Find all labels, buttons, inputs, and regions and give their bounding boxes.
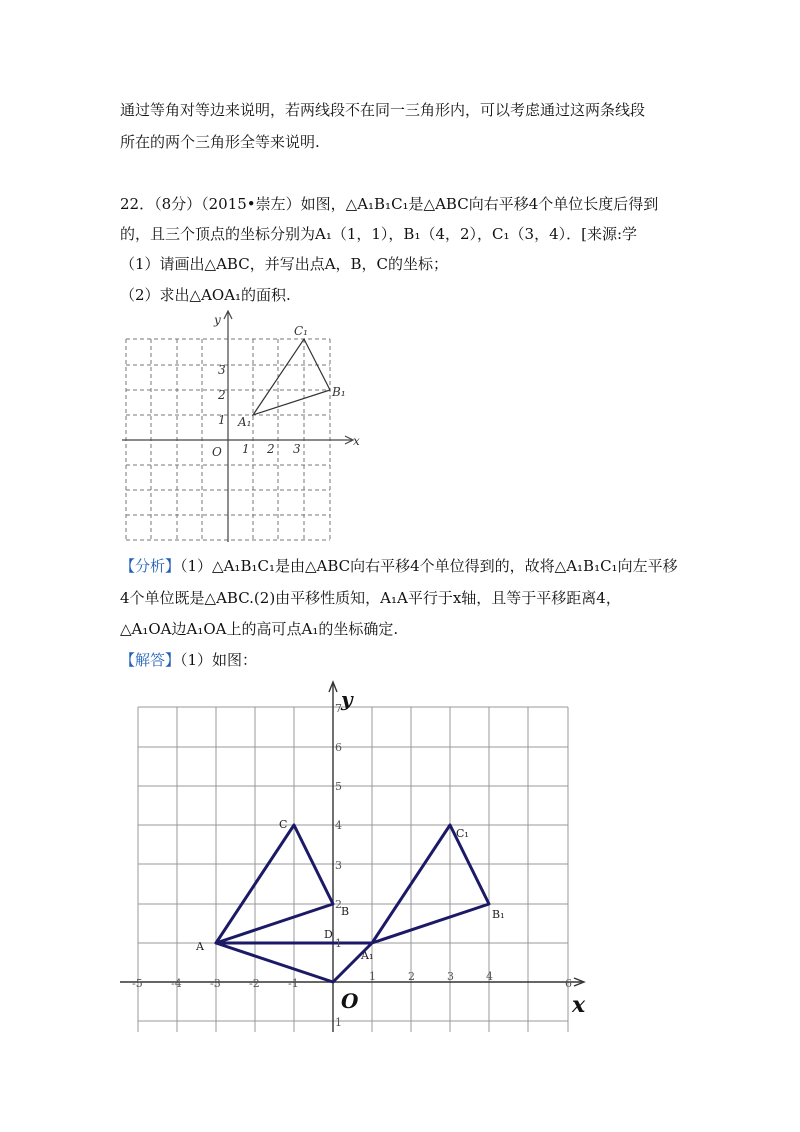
intro-line-2: 所在的两个三角形全等来说明. [120, 133, 320, 151]
question-2: （2）求出△AOA₁的面积. [120, 286, 291, 304]
answer-text: （1）如图： [180, 651, 258, 669]
big-x-label: x [572, 992, 586, 1018]
label-a1: A₁ [361, 949, 374, 962]
analysis-line-2: 4个单位既是△ABC.(2)由平移性质知，A₁A平行于x轴，且等于平移距离4， [120, 589, 621, 607]
small-y-tick: 1 [218, 413, 226, 427]
intro-line-1: 通过等角对等边来说明，若两线段不在同一三角形内，可以考虑通过这两条线段 [120, 101, 646, 119]
big-x-tick: -5 [132, 977, 143, 990]
small-y-label: y [214, 313, 221, 327]
big-y-label: y [341, 687, 353, 711]
small-coordinate-graph [118, 310, 368, 545]
big-x-tick: 1 [369, 970, 376, 983]
small-y-tick: 2 [218, 388, 226, 402]
label-c1: C₁ [456, 827, 469, 840]
problem-line-1: 22．（8分）（2015•崇左）如图，△A₁B₁C₁是△ABC向右平移4个单位长度后得到 [120, 195, 659, 213]
small-x-tick: 3 [293, 442, 301, 456]
big-y-tick: 5 [335, 780, 342, 793]
big-x-tick: 3 [447, 970, 454, 983]
big-y-tick: 7 [335, 702, 342, 715]
label-b: B [341, 905, 350, 918]
small-label-b1: B₁ [332, 385, 346, 399]
big-x-tick: 2 [408, 970, 415, 983]
label-c: C [279, 818, 288, 831]
big-x-tick: 6 [565, 977, 572, 990]
answer-line [120, 650, 257, 670]
triangle-a1b1c1 [253, 339, 330, 415]
analysis-text: （1）△A₁B₁C₁是由△ABC向右平移4个单位得到的，故将△A₁B₁C₁向左平移 [180, 557, 678, 575]
small-y-tick: 3 [218, 363, 226, 377]
problem-line-2: 的，且三个顶点的坐标分别为A₁（1，1），B₁（4，2），C₁（3，4）．[来源:学 [120, 225, 638, 243]
label-b1: B₁ [492, 908, 505, 921]
analysis-line-1 [120, 556, 678, 576]
analysis-tag: 【分析】 [120, 557, 181, 575]
big-x-tick: -2 [249, 977, 260, 990]
big-y-tick: 6 [335, 741, 342, 754]
big-y-tick: 4 [335, 819, 342, 832]
big-x-tick: 4 [486, 970, 493, 983]
label-d: D [324, 928, 333, 941]
big-y-tick: 2 [335, 898, 342, 911]
triangle-a1b1c1 [372, 825, 489, 943]
big-y-tick: 3 [335, 859, 342, 872]
big-y-tick: 1 [335, 937, 342, 950]
big-x-tick: -4 [171, 977, 182, 990]
big-x-tick: -3 [210, 977, 221, 990]
small-label-c1: C₁ [294, 324, 308, 338]
small-x-label: x [353, 434, 360, 448]
big-origin: O [341, 989, 359, 1013]
label-a: A [196, 940, 204, 953]
small-origin: O [212, 445, 222, 459]
small-label-a1: A₁ [238, 415, 252, 429]
small-x-tick: 2 [267, 442, 275, 456]
big-coordinate-graph [112, 680, 602, 1032]
big-x-tick: -1 [288, 977, 299, 990]
question-1: （1）请画出△ABC，并写出点A，B，C的坐标； [120, 255, 449, 273]
triangle-abc [216, 825, 333, 943]
big-y-tick: 1 [335, 1016, 342, 1029]
analysis-line-3: △A₁OA边A₁OA上的高可点A₁的坐标确定. [120, 620, 399, 638]
small-x-tick: 1 [242, 442, 250, 456]
answer-tag: 【解答】 [120, 651, 181, 669]
